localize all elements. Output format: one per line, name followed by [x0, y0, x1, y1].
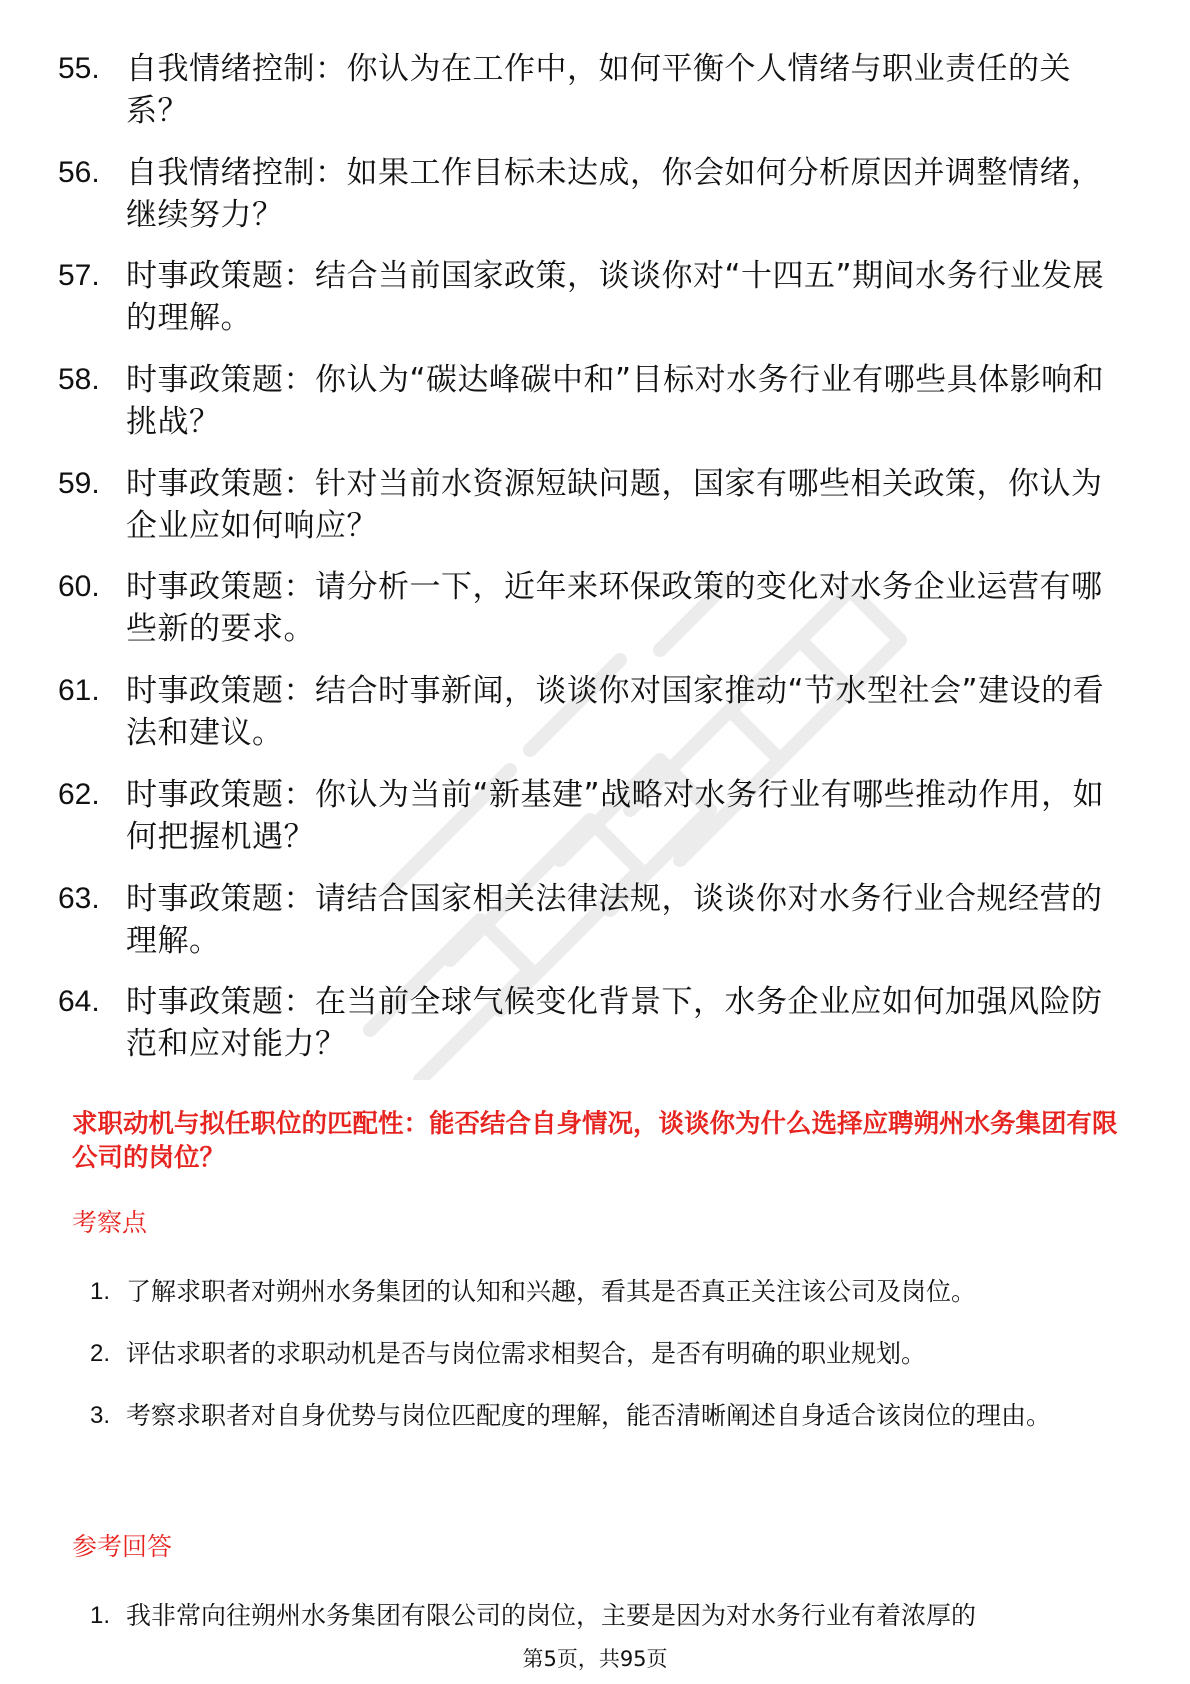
question-number: 61. — [58, 674, 100, 708]
reference-answer-heading: 参考回答 — [72, 1532, 173, 1561]
question-text: 自我情绪控制：如果工作目标未达成，你会如何分析原因并调整情绪，继续努力？ — [126, 154, 1103, 233]
question-number: 59. — [58, 466, 100, 500]
question-item-56 — [0, 152, 1190, 256]
question-item-57 — [0, 255, 1190, 359]
list-item-number: 2. — [90, 1340, 111, 1367]
list-item-number: 3. — [90, 1402, 111, 1429]
list-item-number: 1. — [90, 1602, 111, 1629]
section-title: 求职动机与拟任职位的匹配性：能否结合自身情况，谈谈你为什么选择应聘朔州水务集团有限公司的岗位？ — [72, 1109, 1118, 1173]
question-number: 64. — [58, 985, 100, 1019]
question-item-60 — [0, 566, 1190, 670]
assessment-points-list — [0, 1274, 1190, 1528]
question-item-59 — [0, 463, 1190, 567]
question-item-58 — [0, 359, 1190, 463]
question-number: 60. — [58, 570, 100, 604]
page-number-footer: 第5页，共95页 — [522, 1647, 668, 1671]
list-item-text: 了解求职者对朔州水务集团的认知和兴趣，看其是否真正关注该公司及岗位。 — [126, 1277, 977, 1306]
list-item-text: 考察求职者对自身优势与岗位匹配度的理解，能否清晰阐述自身适合该岗位的理由。 — [126, 1401, 1052, 1430]
question-item-63 — [0, 878, 1190, 982]
question-text: 时事政策题：请结合国家相关法律法规，谈谈你对水务行业合规经营的理解。 — [126, 880, 1103, 959]
question-text: 自我情绪控制：你认为在工作中，如何平衡个人情绪与职业责任的关系？ — [126, 51, 1071, 129]
list-item-text: 我非常向往朔州水务集团有限公司的岗位，主要是因为对水务行业有着浓厚的 — [126, 1601, 977, 1630]
question-number: 58. — [58, 363, 100, 397]
question-item-61 — [0, 670, 1190, 774]
list-item-number: 1. — [90, 1278, 111, 1305]
question-list — [0, 48, 1190, 1085]
question-number: 63. — [58, 881, 100, 915]
list-item — [0, 1398, 1190, 1528]
question-item-62 — [0, 774, 1190, 878]
question-item-55 — [0, 48, 1190, 152]
assessment-points-heading: 考察点 — [72, 1208, 148, 1237]
question-item-64 — [0, 981, 1190, 1085]
question-text: 时事政策题：结合时事新闻，谈谈你对国家推动“节水型社会”建设的看法和建议。 — [126, 673, 1105, 752]
question-text: 时事政策题：针对当前水资源短缺问题，国家有哪些相关政策，你认为企业应如何响应？ — [126, 465, 1103, 544]
question-text: 时事政策题：结合当前国家政策，谈谈你对“十四五”期间水务行业发展的理解。 — [126, 258, 1105, 337]
question-number: 55. — [58, 52, 100, 85]
list-item-text: 评估求职者的求职动机是否与岗位需求相契合，是否有明确的职业规划。 — [126, 1339, 927, 1368]
question-number: 56. — [58, 155, 100, 189]
question-text: 时事政策题：在当前全球气候变化背景下，水务企业应如何加强风险防范和应对能力？ — [126, 984, 1103, 1063]
question-text: 时事政策题：你认为“碳达峰碳中和”目标对水务行业有哪些具体影响和挑战？ — [126, 362, 1105, 441]
question-text: 时事政策题：你认为当前“新基建”战略对水务行业有哪些推动作用，如何把握机遇？ — [126, 776, 1105, 855]
question-number: 62. — [58, 777, 100, 811]
question-number: 57. — [58, 259, 100, 293]
question-text: 时事政策题：请分析一下，近年来环保政策的变化对水务企业运营有哪些新的要求。 — [126, 569, 1103, 648]
